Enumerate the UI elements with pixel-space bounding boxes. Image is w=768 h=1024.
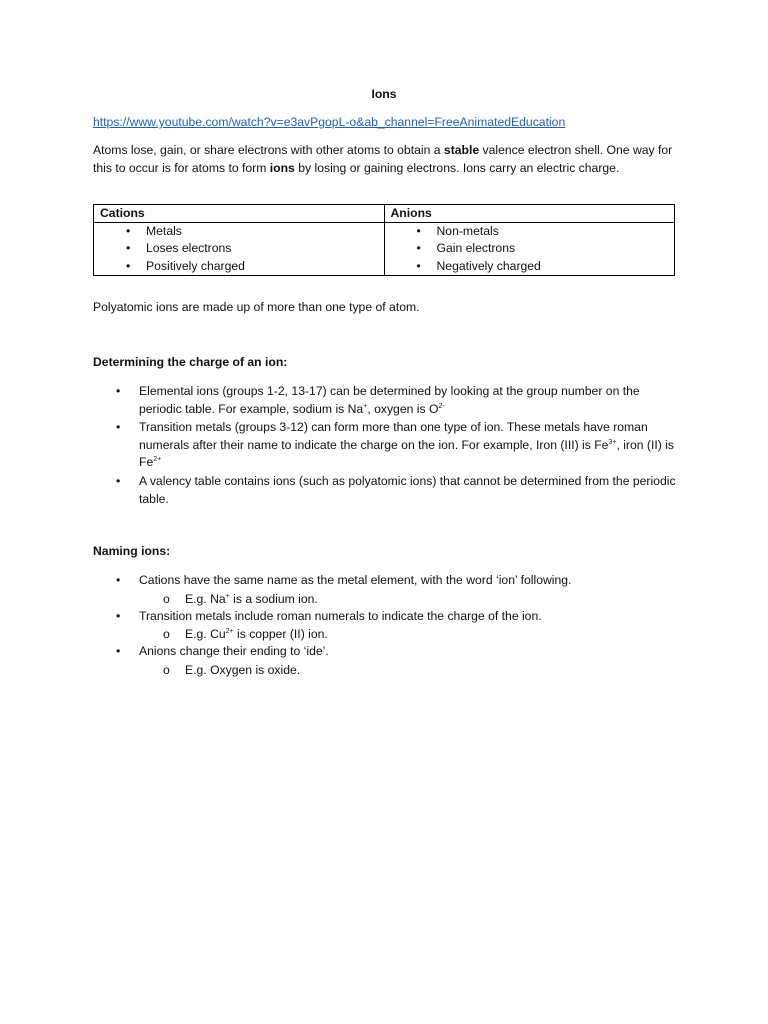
- list-item: [93, 383, 683, 418]
- youtube-link[interactable]: https://www.youtube.com/watch?v=e3avPgopL-o&ab_channel=FreeAnimatedEducation: [93, 115, 566, 129]
- sub-item-text: E.g. Na: [185, 591, 226, 606]
- list-item: • Loses electrons: [100, 240, 378, 257]
- list-item: [93, 473, 683, 508]
- bullet-text: , iron (II) is Fe: [139, 437, 674, 470]
- circle-bullet-icon: o: [163, 591, 170, 606]
- intro-text-3: by losing or gaining electrons. Ions carry an electric charge.: [294, 160, 620, 175]
- determining-heading: Determining the charge of an ion:: [93, 355, 288, 369]
- sub-item-text: E.g. Oxygen is oxide.: [185, 662, 301, 677]
- bullet-text: Transition metals include roman numerals to indicate the charge of the ion.: [139, 608, 542, 623]
- anions-list: [391, 223, 669, 275]
- intro-paragraph: [93, 142, 678, 177]
- superscript: +: [363, 402, 368, 410]
- sub-list-item: [93, 661, 683, 679]
- superscript: +: [225, 592, 230, 600]
- superscript: 2+: [153, 456, 162, 464]
- intro-text-1: Atoms lose, gain, or share electrons with other atoms to obtain a: [93, 143, 444, 157]
- cations-cell: [94, 223, 385, 276]
- bullet-icon: •: [116, 384, 121, 398]
- intro-bold-stable: stable: [443, 143, 480, 157]
- superscript: 2+: [225, 628, 234, 636]
- bullet-icon: •: [116, 420, 121, 435]
- anions-cell: [384, 223, 675, 276]
- bullet-text: A valency table contains ions (such as polyatomic ions) that cannot be determined from the periodic table.: [139, 473, 676, 506]
- intro-text-2: valence electron shell. One way for this to occur is for atoms to form: [93, 143, 673, 175]
- bullet-icon: •: [116, 644, 121, 659]
- sub-item-text: E.g. Cu: [185, 627, 226, 642]
- list-item: • Negatively charged: [391, 258, 669, 275]
- bullet-text: , oxygen is O: [367, 401, 439, 416]
- bullet-icon: •: [116, 608, 121, 623]
- list-item: • Gain electrons: [391, 240, 669, 257]
- sub-list-item: [93, 625, 683, 643]
- list-item: • Metals: [100, 223, 378, 240]
- list-item: [93, 608, 683, 626]
- intro-bold-ions: ions: [269, 160, 295, 175]
- list-item: • Non-metals: [391, 223, 669, 240]
- bullet-text: Elemental ions (groups 1-2, 13-17) can be determined by looking at the group number on the periodic table. For example, sodium is Na: [139, 384, 640, 416]
- circle-bullet-icon: o: [163, 627, 170, 642]
- list-item: • Positively charged: [100, 258, 378, 275]
- page-title: Ions: [371, 87, 397, 101]
- cations-list: [100, 223, 378, 275]
- sub-item-text: is a sodium ion.: [229, 591, 318, 606]
- naming-heading: Naming ions:: [93, 544, 171, 558]
- bullet-icon: •: [116, 473, 121, 488]
- naming-list: [93, 572, 683, 679]
- superscript: 2-: [438, 402, 445, 410]
- list-item: [93, 572, 683, 590]
- list-item: [93, 643, 683, 661]
- circle-bullet-icon: o: [163, 662, 170, 677]
- bullet-icon: •: [116, 573, 121, 587]
- polyatomic-paragraph: Polyatomic ions are made up of more than one type of atom.: [93, 300, 420, 314]
- list-item: [93, 419, 683, 472]
- bullet-text: Anions change their ending to ‘ide’.: [139, 644, 329, 659]
- table-row: [94, 223, 675, 276]
- determining-list: [93, 383, 683, 508]
- bullet-text: Cations have the same name as the metal element, with the word ‘ion’ following.: [139, 573, 572, 587]
- sub-list-item: [93, 590, 683, 608]
- bullet-text: Transition metals (groups 3-12) can form more than one type of ion. These metals have roman numerals after their name to indicate the charge on the ion. For example, Iron (III) is Fe: [139, 420, 648, 452]
- sub-item-text: is copper (II) ion.: [233, 627, 328, 642]
- table-header-row: [94, 205, 675, 223]
- cations-header: Cations: [94, 205, 385, 223]
- superscript: 3+: [608, 438, 617, 446]
- cations-anions-table: [93, 204, 675, 276]
- anions-header: Anions: [384, 205, 675, 223]
